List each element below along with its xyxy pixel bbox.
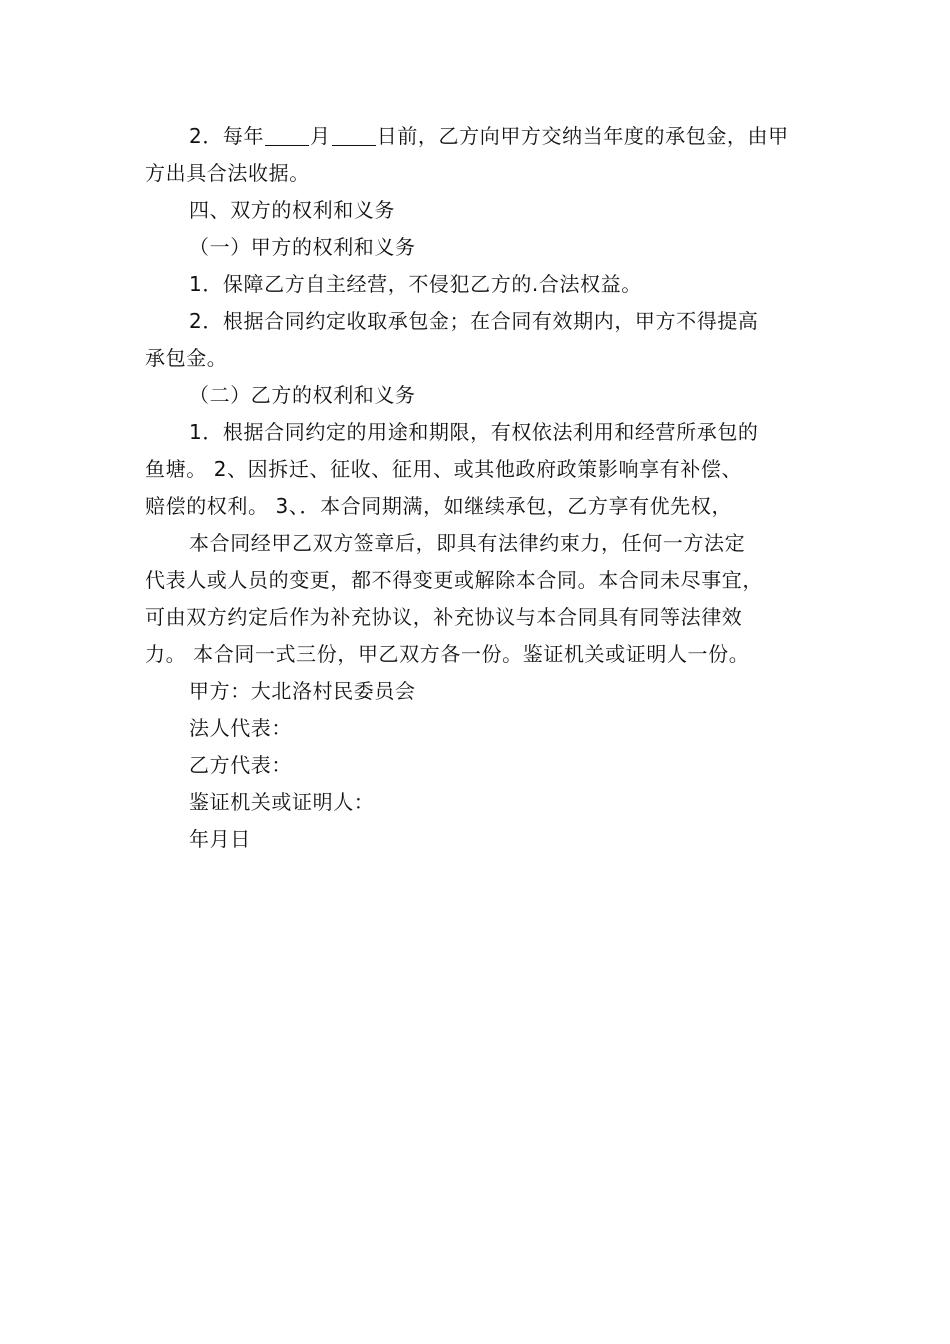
party-b-item-line-2: 鱼塘。 2、因拆迁、征收、征用、或其他政府政策影响享有补偿、	[145, 457, 743, 481]
clause-2-line-2: 方出具合法收据。	[145, 161, 310, 185]
effect-line-2: 代表人或人员的变更，都不得变更或解除本合同。本合同未尽事宜，	[145, 568, 763, 592]
effect-line-4: 力。 本合同一式三份，甲乙双方各一份。鉴证机关或证明人一份。	[145, 642, 750, 666]
clause-2-prefix: 2．每年	[189, 124, 265, 148]
party-a-item-2-line-2: 承包金。	[145, 346, 228, 370]
section-4-heading: 四、双方的权利和义务	[189, 198, 395, 222]
party-b-item-line-1: 1．根据合同约定的用途和期限，有权依法利用和经营所承包的	[189, 420, 759, 444]
party-a-signature: 甲方：大北洛村民委员会	[189, 679, 416, 703]
month-blank	[265, 121, 309, 146]
party-b-heading: （二）乙方的权利和义务	[189, 383, 416, 407]
clause-2-line-1	[145, 118, 809, 155]
legal-representative: 法人代表：	[189, 716, 292, 740]
party-a-item-1: 1．保障乙方自主经营，不侵犯乙方的.合法权益。	[189, 272, 642, 296]
witness: 鉴证机关或证明人：	[189, 790, 375, 814]
party-a-heading: （一）甲方的权利和义务	[189, 235, 416, 259]
contract-body	[145, 118, 809, 858]
party-a-item-2-line-1: 2．根据合同约定收取承包金；在合同有效期内，甲方不得提高	[189, 309, 759, 333]
party-b-item-line-3: 赔偿的权利。 3、．本合同期满，如继续承包，乙方享有优先权，	[145, 494, 733, 518]
clause-2-month: 月	[310, 124, 331, 148]
effect-line-3: 可由双方约定后作为补充协议，补充协议与本合同具有同等法律效	[145, 605, 743, 629]
clause-2-suffix: 日前，乙方向甲方交纳当年度的承包金，由甲	[376, 124, 789, 148]
party-b-representative: 乙方代表：	[189, 753, 292, 777]
effect-line-1: 本合同经甲乙双方签章后，即具有法律约束力，任何一方法定	[189, 531, 746, 555]
day-blank	[332, 121, 376, 146]
signing-date: 年月日	[189, 827, 251, 851]
